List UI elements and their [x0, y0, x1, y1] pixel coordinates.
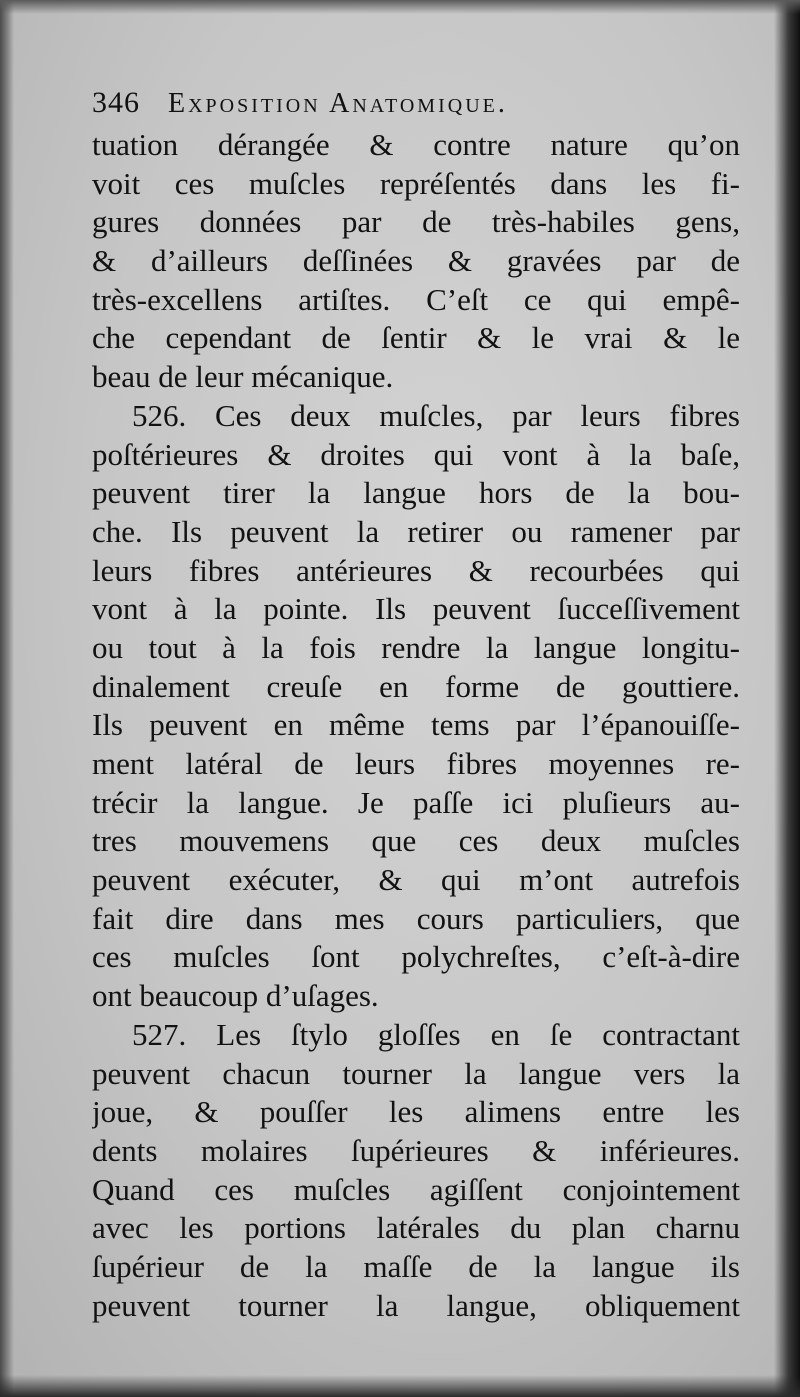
text-line: ont beaucoup d’uſages.: [92, 978, 379, 1014]
body-text: [92, 126, 740, 1325]
page-edge-right-shadow: [774, 0, 800, 1397]
text-line: dents molaires ſupérieures & inférieures.: [92, 1132, 740, 1168]
text-line: ou tout à la fois rendre la langue longitu-: [92, 629, 740, 665]
text-line: peuvent exécuter, & qui m’ont autrefois: [92, 862, 740, 898]
page-edge-bottom-shadow: [0, 1375, 800, 1397]
text-line: gures données par de très-habiles gens,: [92, 204, 740, 240]
text-line: voit ces muſcles repréſentés dans les fi-: [92, 165, 740, 201]
text-line: che. Ils peuvent la retirer ou ramener par: [92, 513, 740, 549]
running-title: Exposition Anatomique.: [168, 88, 508, 119]
text-line: peuvent tourner la langue, obliquement: [92, 1287, 740, 1323]
text-line: ſupérieur de la maſſe de la langue ils: [92, 1248, 740, 1284]
text-line: vont à la pointe. Ils peuvent ſucceſſivement: [92, 591, 740, 627]
page-number: 346: [92, 86, 140, 119]
text-line: tuation dérangée & contre nature qu’on: [92, 127, 740, 162]
text-line: Ils peuvent en même tems par l’épanouiſſe-: [92, 707, 740, 743]
text-line: avec les portions latérales du plan charnu: [92, 1210, 740, 1246]
text-line: peuvent chacun tourner la langue vers la: [92, 1055, 740, 1091]
page-edge-top-shadow: [0, 0, 800, 14]
text-line: che cependant de ſentir & le vrai & le: [92, 320, 740, 356]
page-edge-left-shadow: [0, 0, 14, 1397]
text-line: poſtérieures & droites qui vont à la baſe,: [92, 436, 740, 472]
text-line: Quand ces muſcles agiſſent conjointement: [92, 1171, 740, 1207]
text-line: beau de leur mécanique.: [92, 359, 394, 395]
text-line: trécir la langue. Je paſſe ici pluſieurs au-: [92, 784, 740, 820]
text-line: 527. Les ſtylo gloſſes en ſe contractant: [132, 1016, 740, 1052]
text-line: ces muſcles ſont polychreſtes, c’eſt-à-dire: [92, 939, 740, 975]
running-head: [92, 86, 752, 130]
text-line: dinalement creuſe en forme de gouttiere.: [92, 668, 740, 704]
text-line: joue, & pouſſer les alimens entre les: [92, 1094, 740, 1130]
text-line: leurs fibres antérieures & recourbées qui: [92, 552, 740, 588]
text-line: fait dire dans mes cours particuliers, que: [92, 900, 740, 936]
text-line: 526. Ces deux muſcles, par leurs fibres: [132, 397, 740, 433]
text-line: tres mouvemens que ces deux muſcles: [92, 823, 740, 859]
text-line: & d’ailleurs deſſinées & gravées par de: [92, 243, 740, 279]
text-line: peuvent tirer la langue hors de la bou-: [92, 475, 740, 511]
text-line: très-excellens artiſtes. C’eſt ce qui empê-: [92, 281, 740, 317]
text-line: ment latéral de leurs fibres moyennes re-: [92, 746, 740, 781]
